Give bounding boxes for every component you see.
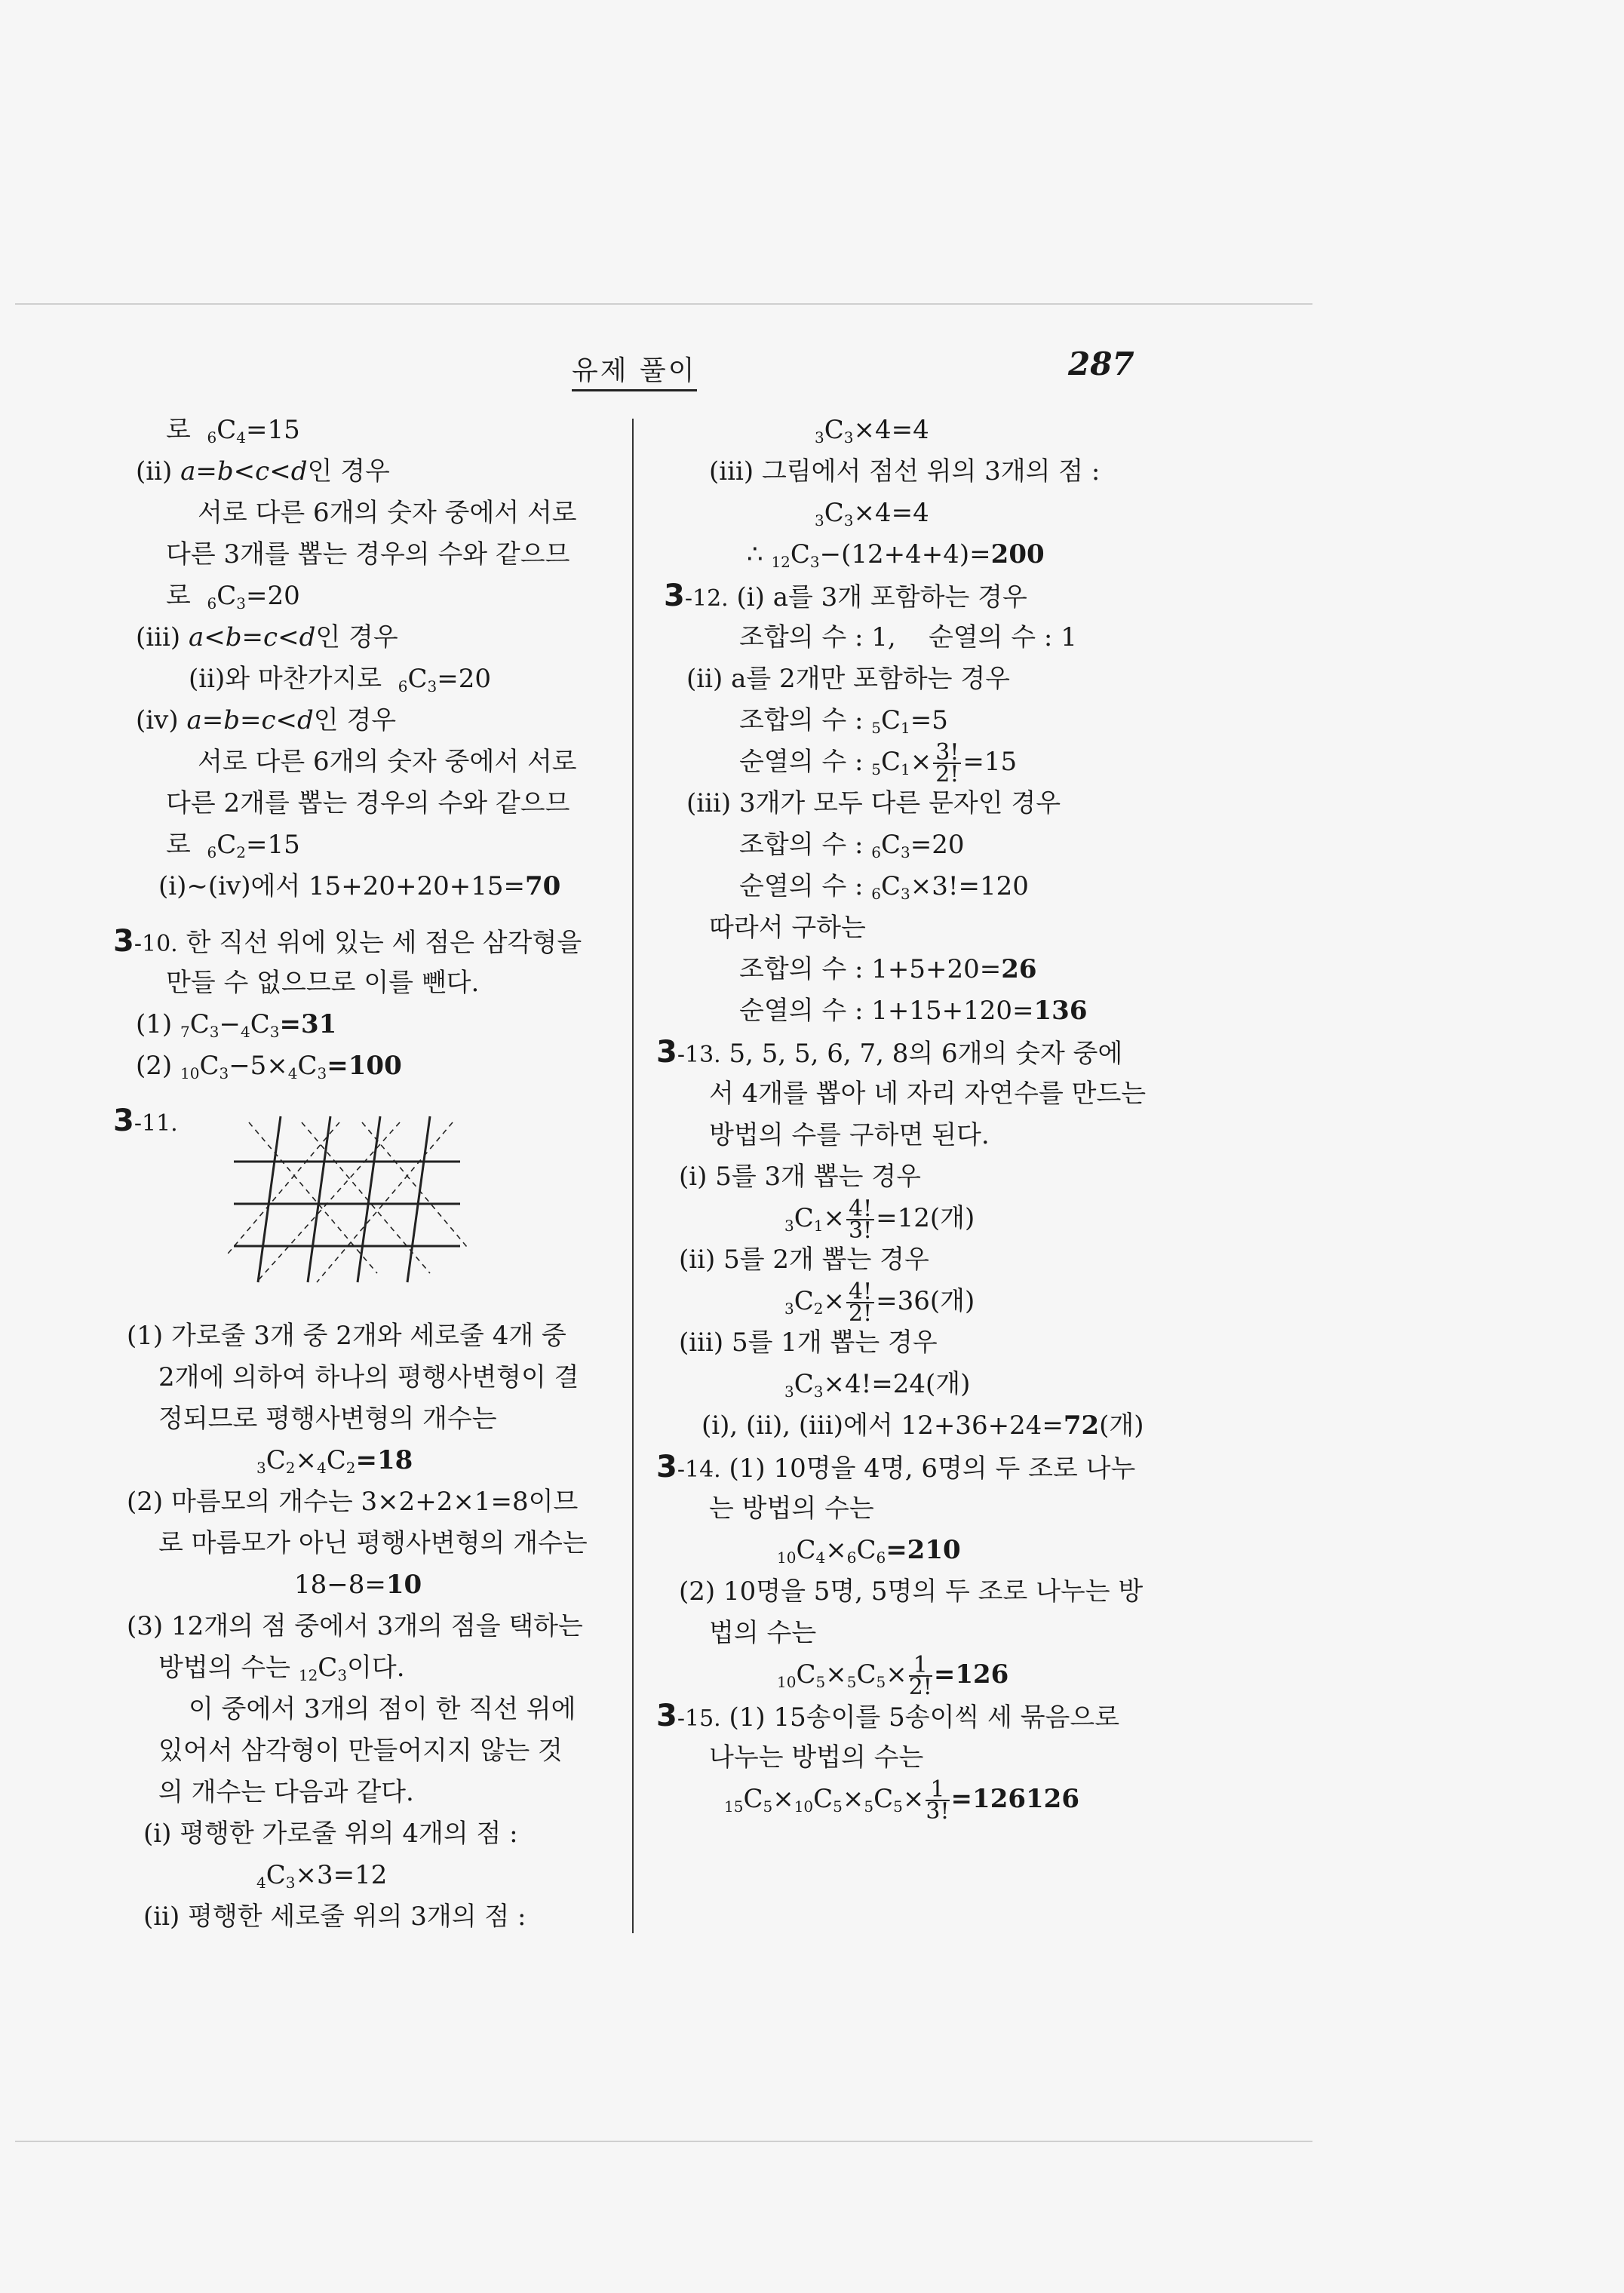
fraction: $\frac{3!}{2!}$	[933, 742, 961, 784]
line: (iii) 그림에서 점선 위의 3개의 점 :	[709, 456, 1101, 487]
line: 순열의 수 : $_6C_3\times 3!=120$	[739, 871, 1029, 903]
answer-2: (2) $_{10}C_3-5\times_4C_3=100$	[136, 1051, 402, 1082]
line: $_3C_1\times$ $\frac{4!}{3!}$ =12(개)	[784, 1196, 975, 1244]
dashed-line	[256, 1122, 400, 1282]
slanted-line	[308, 1116, 330, 1282]
line: 조합의 수 : $_6C_3=20$	[739, 830, 965, 861]
problem-3-15: 3-15. (1) 15송이를 5송이씩 세 묶음으로	[656, 1699, 1120, 1733]
line: 조합의 수 : 1+5+20=26	[739, 954, 1037, 984]
line: (2) 10명을 5명, 5명의 두 조로 나누는 방	[679, 1576, 1144, 1607]
line: 방법의 수를 구하면 된다.	[709, 1120, 990, 1150]
line: 2개에 의하여 하나의 평행사변형이 결	[158, 1362, 579, 1392]
line: (iii) 3개가 모두 다른 문자인 경우	[686, 788, 1061, 818]
line: (3) 12개의 점 중에서 3개의 점을 택하는	[127, 1611, 583, 1641]
line: 서 4개를 뽑아 네 자리 자연수를 만드는	[709, 1079, 1147, 1109]
sum-line: (i)~(iv)에서 15+20+20+15=70	[158, 871, 561, 901]
line: (ii)와 마찬가지로 $_6C_3=20$	[189, 664, 492, 695]
case-iv: (iv) a=b=c<d인 경우	[136, 705, 397, 735]
parallelogram-grid-figure	[226, 1107, 468, 1288]
line: $_3C_3\times 4=4$	[815, 498, 929, 530]
slanted-line	[258, 1116, 281, 1282]
line: 따라서 구하는	[709, 913, 866, 943]
line: 로 $_6C_2=15$	[166, 830, 300, 861]
line: 순열의 수 : 1+15+120=136	[739, 996, 1088, 1026]
page-number: 287	[1068, 345, 1134, 382]
line: (2) 마름모의 개수는 3×2+2×1=8이므	[127, 1487, 579, 1517]
line: 이 중에서 3개의 점이 한 직선 위에	[189, 1694, 576, 1724]
line: 순열의 수 : $_5C_1\times$ $\frac{3!}{2!}$ =15	[739, 739, 1018, 787]
fraction: $\frac{1}{3!}$	[926, 1776, 950, 1825]
problem-3-12: 3-12. (i) a를 3개 포함하는 경우	[664, 579, 1027, 613]
line: $_3C_2\times$ $\frac{4!}{2!}$ =36(개)	[784, 1278, 975, 1327]
line: 로 $_6C_4=15$	[166, 415, 300, 447]
line: 조합의 수 : 1, 순열의 수 : 1	[739, 622, 1077, 652]
line: $_{10}C_5\times_5C_5\times$ $\frac{1}{2!}$ =126	[777, 1652, 1009, 1700]
slanted-line	[358, 1116, 380, 1282]
line: (i) 5를 3개 뽑는 경우	[679, 1162, 921, 1192]
dashed-line	[302, 1122, 430, 1273]
line: 만들 수 없으므로 이를 뺀다.	[166, 968, 480, 998]
case-iii: (iii) a<b=c<d인 경우	[136, 622, 398, 652]
line: $_{15}C_5\times_{10}C_5\times_5C_5\times$ $\frac{1}{3!}$ =126126	[724, 1776, 1079, 1825]
column-separator	[632, 419, 634, 1933]
line: (i), (ii), (iii)에서 12+36+24=72(개)	[701, 1410, 1144, 1441]
line: 정되므로 평행사변형의 개수는	[158, 1404, 497, 1434]
line: 법의 수는	[709, 1618, 817, 1648]
line: 는 방법의 수는	[709, 1493, 874, 1524]
fraction: $\frac{1}{2!}$	[908, 1652, 932, 1700]
problem-3-13: 3-13. 5, 5, 5, 6, 7, 8의 6개의 숫자 중에	[656, 1035, 1123, 1070]
answer-1: (1) $_7C_3-_4C_3=31$	[136, 1009, 337, 1041]
line: (ii) 5를 2개 뽑는 경우	[679, 1245, 929, 1275]
dashed-line	[317, 1122, 453, 1282]
line: $_{10}C_4\times_6C_6=210$	[777, 1535, 961, 1567]
top-rule	[15, 303, 1312, 305]
line: (ii) 평행한 세로줄 위의 3개의 점 :	[143, 1902, 526, 1932]
line: $_3C_3\times 4!=24$(개)	[784, 1369, 971, 1401]
line: 로 마름모가 아닌 평행사변형의 개수는	[158, 1528, 588, 1558]
line: 서로 다른 6개의 숫자 중에서 서로	[198, 498, 577, 528]
fraction: $\frac{4!}{3!}$	[846, 1199, 874, 1241]
line: (1) 가로줄 3개 중 2개와 세로줄 4개 중	[127, 1321, 566, 1351]
section-title: 유제 풀이	[572, 349, 697, 391]
problem-3-11: 3-11.	[113, 1104, 178, 1138]
line: 로 $_6C_3=20$	[166, 581, 300, 612]
line: ∴ $_{12}C_3-(12+4+4)=200$	[747, 539, 1045, 571]
line: $_4C_3\times 3=12$	[256, 1860, 388, 1892]
line: 있어서 삼각형이 만들어지지 않는 것	[158, 1736, 563, 1766]
line: 18−8=10	[294, 1570, 422, 1600]
problem-3-14: 3-14. (1) 10명을 4명, 6명의 두 조로 나누	[656, 1450, 1136, 1484]
line: (ii) a를 2개만 포함하는 경우	[686, 664, 1011, 694]
line: $_3C_3\times 4=4$	[815, 415, 929, 447]
line: 다른 2개를 뽑는 경우의 수와 같으므	[166, 788, 570, 818]
right-column	[649, 410, 1162, 1825]
line: 서로 다른 6개의 숫자 중에서 서로	[198, 747, 577, 777]
dashed-line	[362, 1122, 468, 1266]
line: 의 개수는 다음과 같다.	[158, 1777, 414, 1807]
line: 나누는 방법의 수는	[709, 1742, 924, 1773]
line: 조합의 수 : $_5C_1=5$	[739, 705, 948, 737]
case-ii: (ii) a=b<c<d인 경우	[136, 456, 390, 487]
line: (i) 평행한 가로줄 위의 4개의 점 :	[143, 1819, 518, 1849]
dashed-line	[226, 1122, 339, 1273]
line: $_3C_2\times_4C_2=18$	[256, 1445, 413, 1477]
fraction: $\frac{4!}{2!}$	[846, 1282, 874, 1324]
line: 방법의 수는 $_{12}C_3$이다.	[158, 1653, 405, 1684]
line: 다른 3개를 뽑는 경우의 수와 같으므	[166, 539, 570, 569]
line: (iii) 5를 1개 뽑는 경우	[679, 1328, 938, 1358]
problem-3-10: 3-10. 한 직선 위에 있는 세 점은 삼각형을	[113, 924, 582, 959]
bottom-rule	[15, 2141, 1312, 2142]
